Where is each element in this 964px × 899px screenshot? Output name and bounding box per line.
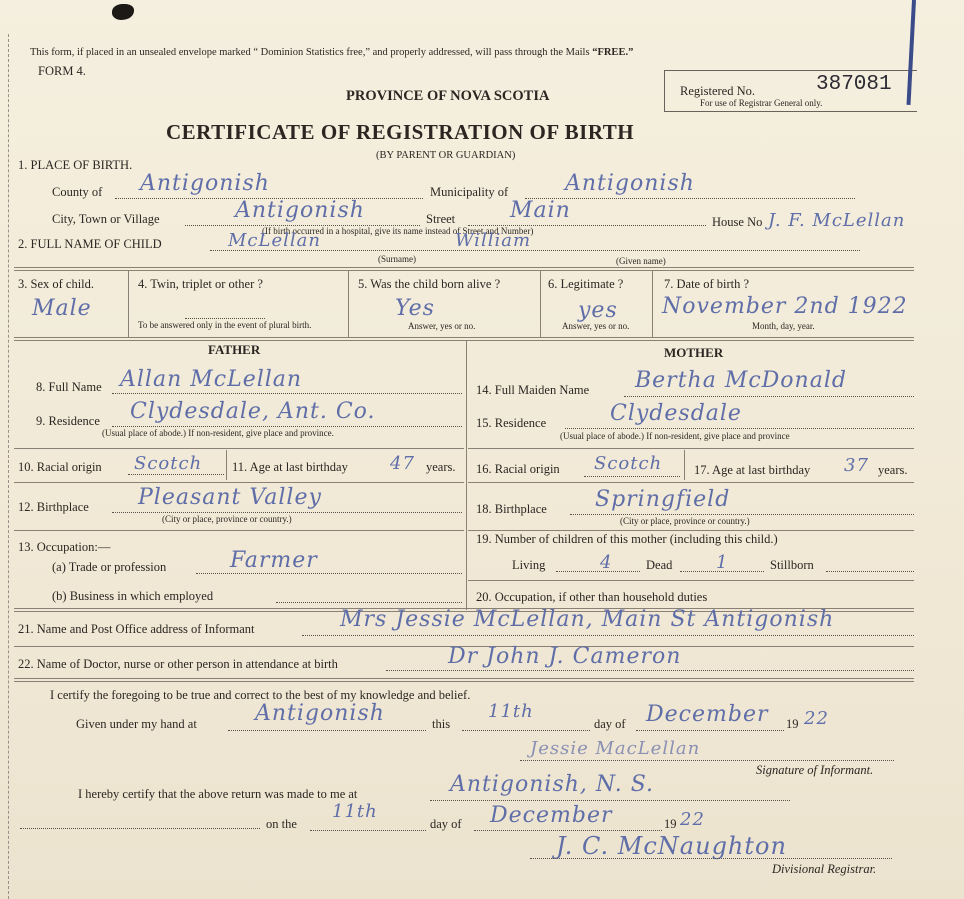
living-value: 4 (600, 552, 613, 573)
informant-signature-caption: Signature of Informant. (756, 763, 874, 777)
child-name-label: 2. FULL NAME OF CHILD (18, 237, 162, 251)
registrar-year-prefix: 19 (664, 817, 677, 831)
mother-occupation-label: 20. Occupation, if other than household duties (476, 590, 708, 604)
informant-value: Mrs Jessie McLellan, Main St Antigonish (340, 607, 835, 632)
place-of-birth-heading: 1. PLACE OF BIRTH. (18, 158, 133, 172)
dob-label: 7. Date of birth ? (664, 277, 750, 291)
father-racial: Scotch (134, 453, 203, 474)
father-residence-label: 9. Residence (36, 414, 100, 428)
mother-name-label: 14. Full Maiden Name (476, 383, 590, 397)
municipality-value: Antigonish (565, 171, 695, 196)
child-surname: McLellan (228, 230, 321, 251)
given-year: 22 (804, 708, 829, 729)
this-label: this (432, 717, 451, 731)
children-label: 19. Number of children of this mother (including this child.) (476, 532, 778, 546)
registered-number: 387081 (816, 73, 892, 96)
twin-label: 4. Twin, triplet or other ? (138, 277, 263, 291)
city-label: City, Town or Village (52, 212, 160, 226)
twin-note: To be answered only in the event of plural birth. (138, 320, 312, 330)
mother-residence: Clydesdale (610, 401, 742, 426)
dob-note: Month, day, year. (752, 321, 815, 331)
father-name: Allan McLellan (120, 367, 303, 392)
certificate-subtitle: (BY PARENT OR GUARDIAN) (376, 150, 516, 161)
mother-birthplace-label: 18. Birthplace (476, 502, 547, 516)
living-label: Living (512, 558, 546, 572)
father-residence-note: (Usual place of abode.) If non-resident, give place and province. (102, 428, 334, 438)
alive-note: Answer, yes or no. (408, 321, 476, 331)
mother-racial-label: 16. Racial origin (476, 462, 560, 476)
street-value: Main (510, 198, 571, 223)
father-name-label: 8. Full Name (36, 380, 102, 394)
father-occupation-label: 13. Occupation:— (18, 540, 111, 554)
mother-racial: Scotch (594, 453, 663, 474)
province-heading: PROVINCE OF NOVA SCOTIA (346, 88, 550, 104)
father-racial-label: 10. Racial origin (18, 460, 102, 474)
mother-name: Bertha McDonald (635, 368, 847, 393)
registrar-year: 22 (680, 809, 705, 830)
father-age-years: years. (426, 460, 456, 474)
dob-value: November 2nd 1922 (662, 294, 908, 319)
ink-blot (112, 4, 134, 20)
child-given-name: William (455, 230, 532, 251)
doctor-label: 22. Name of Doctor, nurse or other person in attendance at birth (18, 657, 338, 671)
mother-age-label: 17. Age at last birthday (694, 463, 811, 477)
mail-notice: This form, if placed in an unsealed envelope marked “ Dominion Statistics free,” and properly addressed, will pass through the Mails “FREE.” (30, 47, 634, 58)
sex-value: Male (32, 296, 92, 321)
registrar-day: 11th (332, 801, 378, 822)
given-under-label: Given under my hand at (76, 717, 197, 731)
father-birthplace: Pleasant Valley (138, 485, 322, 510)
informant-signature: Jessie MacLellan (530, 738, 701, 759)
registrar-certify-statement: I hereby certify that the above return was made to me at (78, 787, 358, 801)
father-trade-label: (a) Trade or profession (52, 560, 167, 574)
given-day: 11th (488, 701, 534, 722)
father-birthplace-label: 12. Birthplace (18, 500, 89, 514)
informant-certify-statement: I certify the foregoing to be true and correct to the best of my knowledge and belief. (50, 688, 471, 702)
doctor-value: Dr John J. Cameron (448, 644, 682, 669)
street-label: Street (426, 212, 456, 226)
registrar-day-of-label: day of (430, 817, 462, 831)
given-name-note: (Given name) (616, 256, 666, 266)
registrar-place: Antigonish, N. S. (450, 772, 655, 797)
given-place: Antigonish (255, 701, 385, 726)
father-age: 47 (390, 453, 415, 474)
registered-note: For use of Registrar General only. (700, 98, 823, 108)
given-year-prefix: 19 (786, 717, 799, 731)
house-label: House No (712, 215, 763, 229)
county-label: County of (52, 185, 103, 199)
city-value: Antigonish (235, 198, 365, 223)
registrar-caption: Divisional Registrar. (772, 862, 877, 876)
father-heading: FATHER (208, 342, 261, 357)
form-number: FORM 4. (38, 64, 86, 78)
county-value: Antigonish (140, 171, 270, 196)
father-trade: Farmer (230, 548, 318, 573)
registered-label: Registered No. (680, 84, 755, 98)
given-month: December (646, 702, 769, 727)
given-day-of-label: day of (594, 717, 626, 731)
father-business-label: (b) Business in which employed (52, 589, 214, 603)
mother-age: 37 (844, 455, 869, 476)
informant-label: 21. Name and Post Office address of Informant (18, 622, 255, 636)
mother-age-years: years. (878, 463, 908, 477)
legitimate-note: Answer, yes or no. (562, 321, 630, 331)
father-age-label: 11. Age at last birthday (232, 460, 348, 474)
alive-value: Yes (395, 296, 435, 321)
hospital-note: (If birth occurred in a hospital, give its name instead of Street and Number) (262, 226, 534, 236)
legitimate-label: 6. Legitimate ? (548, 277, 624, 291)
alive-label: 5. Was the child born alive ? (358, 277, 501, 291)
sex-label: 3. Sex of child. (18, 277, 95, 291)
registrar-on-label: on the (266, 817, 297, 831)
mother-heading: MOTHER (664, 345, 724, 360)
mother-birthplace: Springfield (595, 487, 731, 512)
father-residence: Clydesdale, Ant. Co. (130, 399, 376, 424)
municipality-label: Municipality of (430, 185, 509, 199)
registrar-signature: J. C. McNaughton (556, 832, 787, 860)
stillborn-label: Stillborn (770, 558, 814, 572)
certificate-title: CERTIFICATE OF REGISTRATION OF BIRTH (166, 120, 635, 144)
mother-residence-label: 15. Residence (476, 416, 547, 430)
legitimate-value: yes (578, 298, 618, 323)
registrar-month: December (490, 803, 613, 828)
surname-note: (Surname) (378, 254, 416, 264)
dead-value: 1 (716, 552, 729, 573)
dead-label: Dead (646, 558, 673, 572)
father-birthplace-note: (City or place, province or country.) (162, 514, 292, 524)
mother-birthplace-note: (City or place, province or country.) (620, 516, 750, 526)
mother-residence-note: (Usual place of abode.) If non-resident, give place and province (560, 431, 790, 441)
house-value: J. F. McLellan (768, 210, 906, 231)
